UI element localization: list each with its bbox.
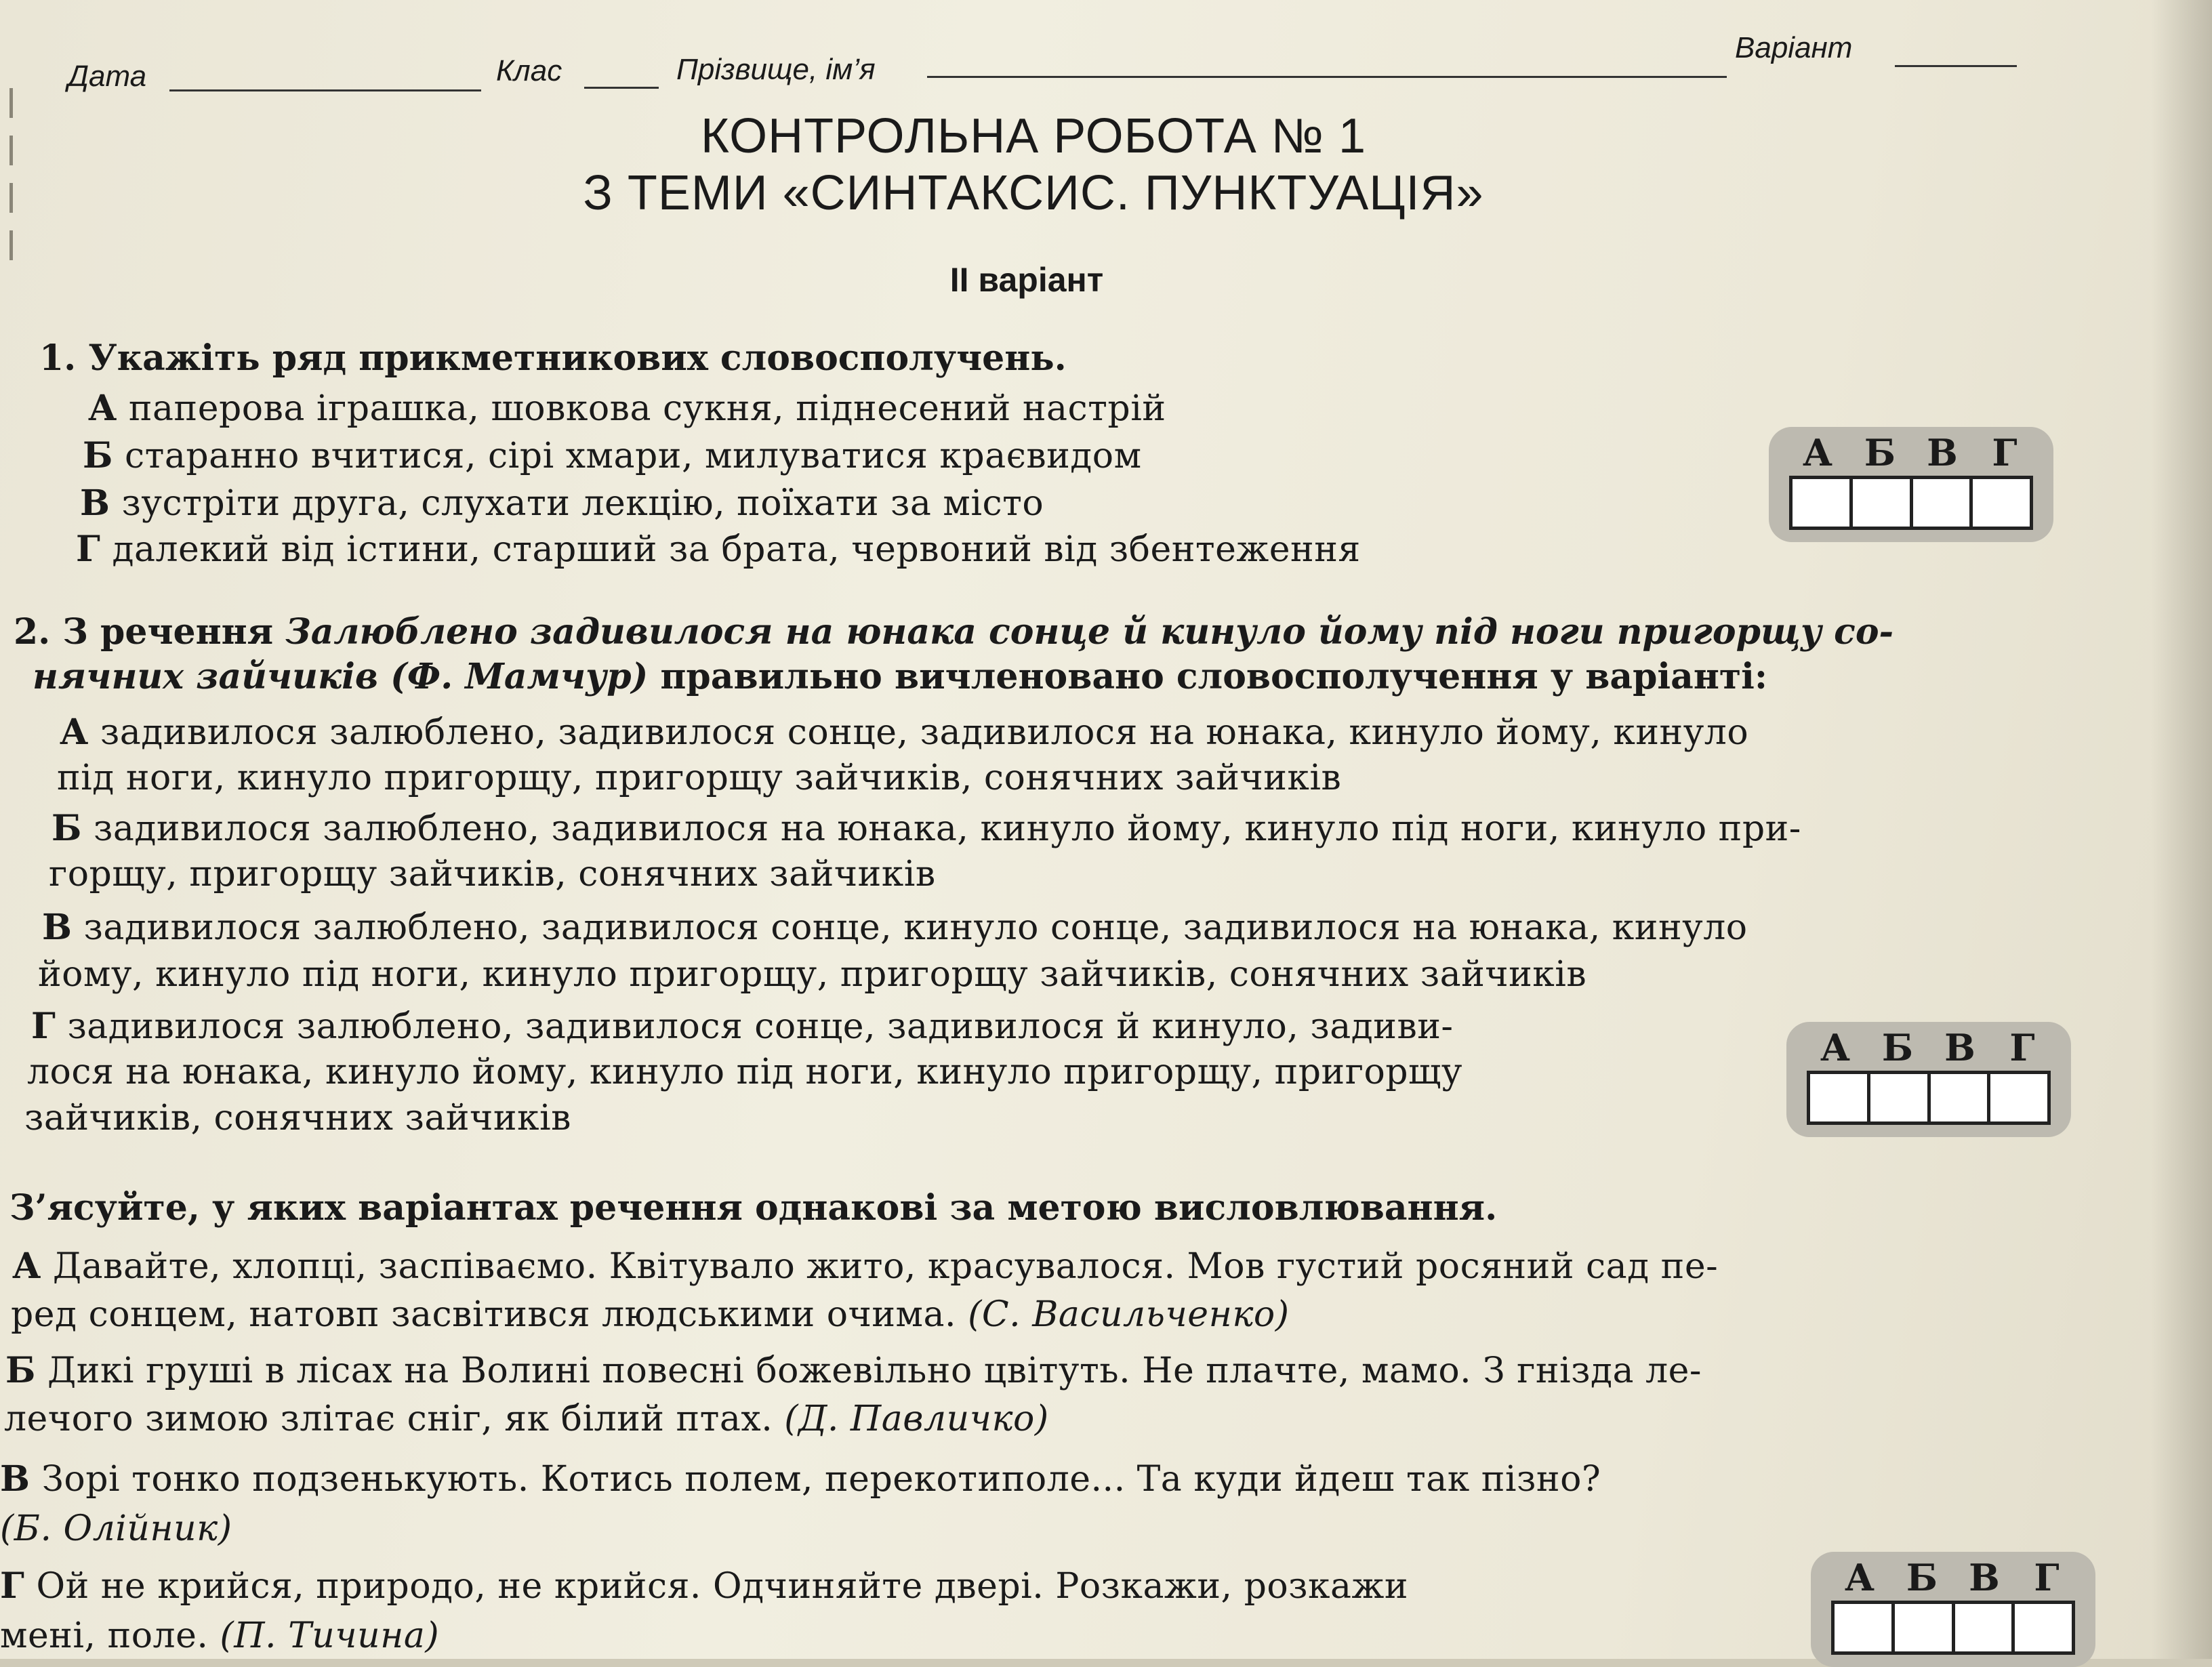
variant-label: Варіант: [1735, 31, 1853, 64]
q3-option-a-line-1: А Давайте, хлопці, заспіваємо. Квітувало жито, красувалося. Мов густий росяний сад пе-: [12, 1246, 1719, 1287]
answer-cell-a[interactable]: [1810, 1074, 1870, 1121]
answer-cell-c[interactable]: [1913, 479, 1973, 527]
name-field[interactable]: [927, 76, 1727, 78]
question-1: 1. Укажіть ряд прикметникових словосполучень.: [39, 337, 1067, 379]
answer-cell-b[interactable]: [1870, 1074, 1931, 1121]
q2-option-c-line-1: В задивилося залюблено, задивилося сонце, кинуло сонце, задивилося на юнака, кинуло: [42, 907, 1748, 948]
answer-cell-d[interactable]: [1990, 1074, 2047, 1121]
date-field[interactable]: [169, 89, 481, 91]
q3-option-d-line-1: Г Ой не крийся, природо, не крийся. Одчиняйте двері. Розкажи, розкажи: [0, 1565, 1409, 1607]
title-line-2: З ТЕМИ «СИНТАКСИС. ПУНКТУАЦІЯ»: [583, 166, 1484, 220]
answer-letter: А: [1803, 431, 1832, 474]
q1-option-c: В зустріти друга, слухати лекцію, поїхати за місто: [80, 482, 1044, 524]
q2-option-d-line-3: зайчиків, сонячних зайчиків: [24, 1098, 571, 1138]
q2-answer-grid: [1786, 1022, 2071, 1137]
q3-answer-grid: [1811, 1552, 2095, 1667]
title-line-1: КОНТРОЛЬНА РОБОТА № 1: [700, 109, 1367, 163]
answer-letter: В: [1944, 1026, 1975, 1069]
question-2-line-2: нячних зайчиків (Ф. Мамчур) правильно вичленовано словосполучення у варіанті:: [33, 656, 1768, 697]
page-edge-shadow: [2151, 0, 2212, 1659]
q3-option-b-line-2: лечого зимою злітає сніг, як білий птах. (Д. Павличко): [4, 1399, 1049, 1439]
q2-option-d-line-1: Г задивилося залюблено, задивилося сонце, задивилося й кинуло, задиви-: [31, 1006, 1454, 1047]
q2-option-b-line-2: горщу, пригорщу зайчиків, сонячних зайчиків: [49, 854, 936, 894]
q2-option-c-line-2: йому, кинуло під ноги, кинуло пригорщу, пригорщу зайчиків, сонячних зайчиків: [38, 954, 1587, 995]
answer-letter: Г: [2034, 1556, 2060, 1599]
answer-cell-c[interactable]: [1931, 1074, 1991, 1121]
answer-letter: Г: [1992, 431, 2018, 474]
q3-option-a-line-2: ред сонцем, натовп засвітився людськими очима. (С. Васильченко): [11, 1294, 1290, 1335]
answer-letter: Б: [1864, 431, 1896, 474]
answer-cell-c[interactable]: [1955, 1604, 2015, 1651]
variant-field[interactable]: [1895, 65, 2017, 67]
q1-option-b: Б старанно вчитися, сірі хмари, милуватися краєвидом: [83, 435, 1142, 476]
answer-cell-a[interactable]: [1835, 1604, 1895, 1651]
question-2-line-1: 2. З речення Залюблено задивилося на юнака сонце й кинуло йому під ноги пригорщу со-: [14, 611, 1894, 653]
name-label: Прізвище, ім’я: [676, 53, 876, 86]
q1-answer-grid: [1769, 427, 2053, 542]
q3-option-c-line-2: (Б. Олійник): [0, 1508, 232, 1549]
q2-option-b-line-1: Б задивилося залюблено, задивилося на юнака, кинуло йому, кинуло під ноги, кинуло при-: [52, 808, 1801, 849]
q3-option-d-line-2: мені, поле. (П. Тичина): [0, 1615, 440, 1656]
q1-option-a: А паперова іграшка, шовкова сукня, піднесений настрій: [88, 388, 1166, 429]
answer-letter: В: [1927, 431, 1958, 474]
answer-cell-b[interactable]: [1895, 1604, 1955, 1651]
class-field[interactable]: [584, 87, 659, 89]
q2-option-a-line-1: А задивилося залюблено, задивилося сонце, задивилося на юнака, кинуло йому, кинуло: [60, 712, 1749, 753]
question-3: З’ясуйте, у яких варіантах речення однакові за метою висловлювання.: [9, 1187, 1498, 1229]
answer-letter: А: [1820, 1026, 1850, 1069]
answer-cell-d[interactable]: [1973, 479, 2030, 527]
q1-option-d: Г далекий від істини, старший за брата, червоний від збентеження: [76, 529, 1361, 570]
q3-option-c-line-1: В Зорі тонко подзенькують. Котись полем, перекотиполе... Та куди йдеш так пізно?: [0, 1458, 1601, 1500]
date-label: Дата: [68, 60, 147, 93]
answer-letter: Б: [1881, 1026, 1914, 1069]
answer-cell-b[interactable]: [1853, 479, 1913, 527]
margin-mark: [9, 230, 13, 260]
answer-letter: Б: [1906, 1556, 1938, 1599]
q2-option-d-line-2: лося на юнака, кинуло йому, кинуло під ноги, кинуло пригорщу, пригорщу: [27, 1052, 1462, 1092]
answer-cell-a[interactable]: [1793, 479, 1853, 527]
q3-option-b-line-1: Б Дикі груші в лісах на Волині повесні божевільно цвітуть. Не плачте, мамо. З гнізда ле-: [5, 1350, 1702, 1391]
answer-cell-d[interactable]: [2015, 1604, 2072, 1651]
variant-heading: II варіант: [949, 261, 1104, 299]
answer-letter: Г: [2009, 1026, 2035, 1069]
class-label: Клас: [496, 54, 562, 87]
answer-letter: В: [1969, 1556, 2000, 1599]
q2-option-a-line-2: під ноги, кинуло пригорщу, пригорщу зайчиків, сонячних зайчиків: [57, 758, 1342, 798]
answer-letter: А: [1845, 1556, 1875, 1599]
